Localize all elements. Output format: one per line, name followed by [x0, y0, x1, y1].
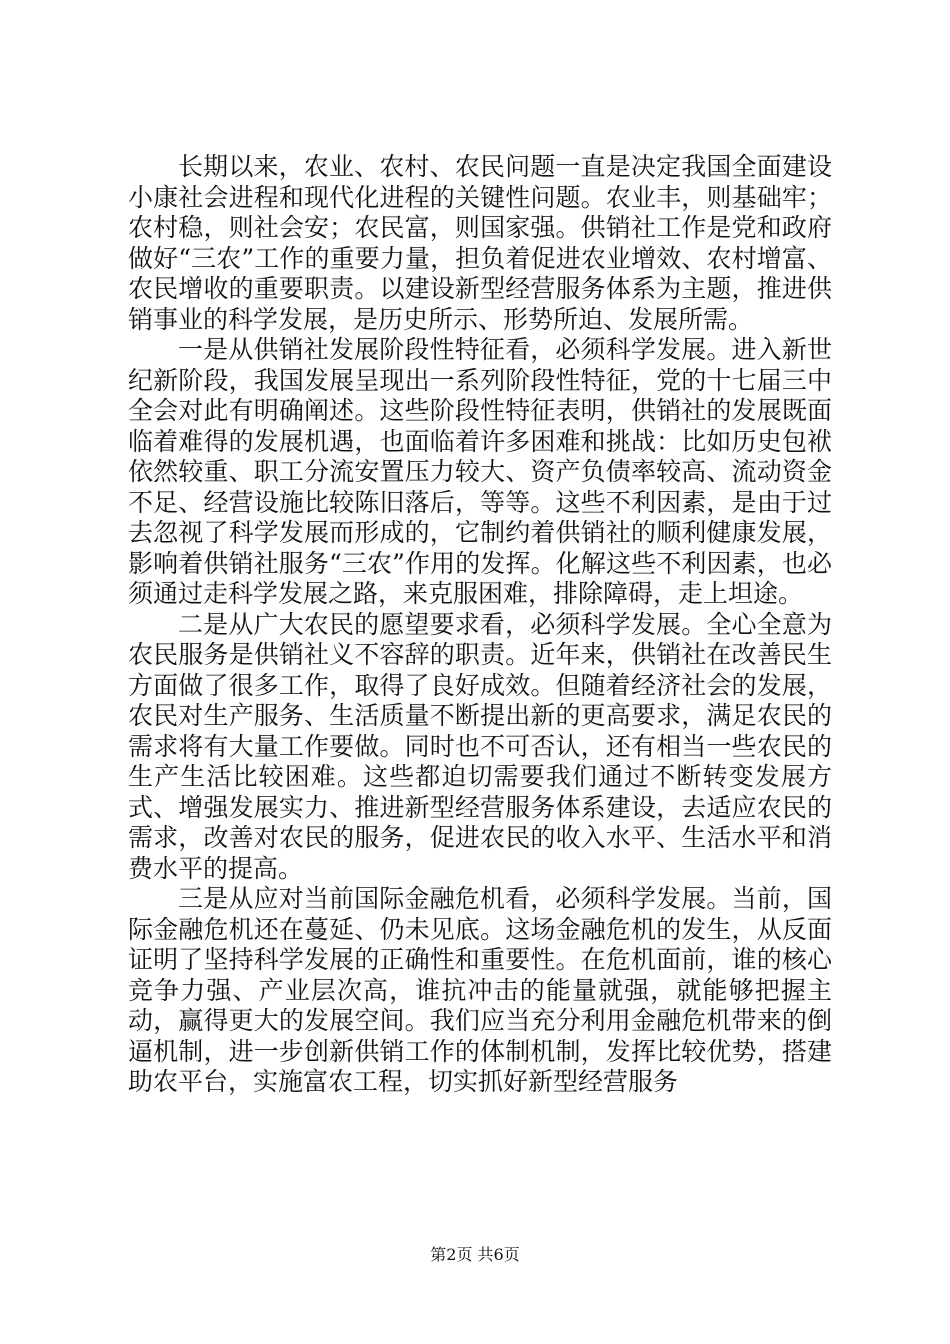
paragraph-intro: 长期以来，农业、农村、农民问题一直是决定我国全面建设小康社会进程和现代化进程的关键性问题。农业丰，则基础牢；农村稳，则社会安；农民富，则国家强。供销社工作是党和政府做好“三农”工作的重要力量，担负着促进农业增效、农村增富、农民增收的重要职责。以建设新型经营服务体系为主题，推进供销事业的科学发展，是历史所示、形势所迫、发展所需。 — [128, 152, 832, 334]
body-text — [128, 152, 832, 1098]
page-footer: 第2页 共6页 — [430, 1245, 520, 1264]
paragraph-point-one: 一是从供销社发展阶段性特征看，必须科学发展。进入新世纪新阶段，我国发展呈现出一系列阶段性特征，党的十七届三中全会对此有明确阐述。这些阶段性特征表明，供销社的发展既面临着难得的发展机遇，也面临着许多困难和挑战：比如历史包袱依然较重、职工分流安置压力较大、资产负债率较高、流动资金不足、经营设施比较陈旧落后，等等。这些不利因素，是由于过去忽视了科学发展而形成的，它制约着供销社的顺利健康发展，影响着供销社服务“三农”作用的发挥。化解这些不利因素，也必须通过走科学发展之路，来克服困难，排除障碍，走上坦途。 — [128, 335, 832, 608]
paragraph-point-three: 三是从应对当前国际金融危机看，必须科学发展。当前，国际金融危机还在蔓延、仍未见底。这场金融危机的发生，从反面证明了坚持科学发展的正确性和重要性。在危机面前，谁的核心竞争力强、产业层次高，谁抗冲击的能量就强，就能够把握主动，赢得更大的发展空间。我们应当充分利用金融危机带来的倒逼机制，进一步创新供销工作的体制机制，发挥比较优势，搭建助农平台，实施富农工程，切实抓好新型经营服务 — [128, 884, 832, 1096]
paragraph-point-two: 二是从广大农民的愿望要求看，必须科学发展。全心全意为农民服务是供销社义不容辞的职责。近年来，供销社在改善民生方面做了很多工作，取得了良好成效。但随着经济社会的发展，农民对生产服务、生活质量不断提出新的更高要求，满足农民的需求将有大量工作要做。同时也不可否认，还有相当一些农民的生产生活比较困难。这些都迫切需要我们通过不断转变发展方式、增强发展实力、推进新型经营服务体系建设，去适应农民的需求，改善对农民的服务，促进农民的收入水平、生活水平和消费水平的提高。 — [128, 609, 832, 883]
